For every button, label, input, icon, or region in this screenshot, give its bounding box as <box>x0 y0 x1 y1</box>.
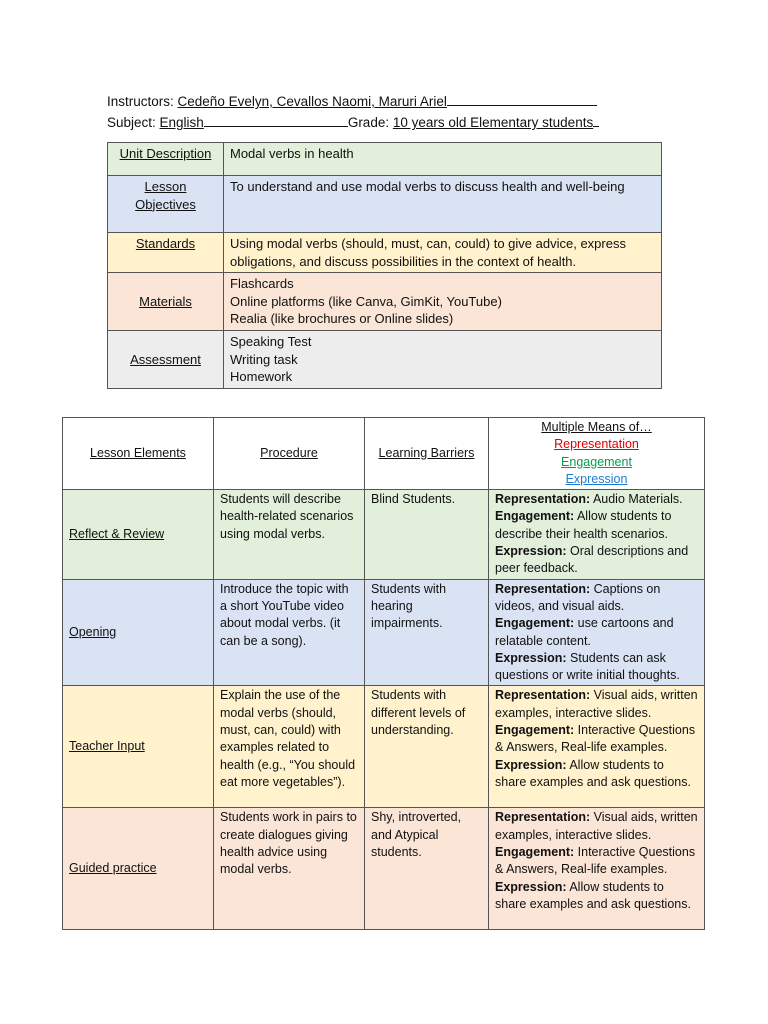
unit-value-description: Modal verbs in health <box>224 143 662 176</box>
subject-label: Subject: <box>107 115 160 130</box>
unit-label-standards: Standards <box>108 233 224 273</box>
subject-grade-line <box>107 113 599 131</box>
lesson-element: Teacher Input <box>63 686 214 808</box>
unit-row-standards <box>108 233 662 273</box>
multiple-means-cell: Representation: Captions on videos, and visual aids. Engagement: use cartoons and relatable content. Expression: Students can ask questions or write initial thoughts. <box>489 579 705 686</box>
unit-row-objectives <box>108 176 662 233</box>
grade-underline-fill <box>593 113 599 127</box>
unit-row-description <box>108 143 662 176</box>
assessment-item: Writing task <box>230 351 298 367</box>
grade-label: Grade: <box>347 115 393 130</box>
barriers-cell: Blind Students. <box>365 490 489 579</box>
unit-row-materials <box>108 273 662 331</box>
header-learning-barriers: Learning Barriers <box>365 418 489 490</box>
procedure-cell: Students work in pairs to create dialogues giving health advice using modal verbs. <box>214 808 365 930</box>
unit-value-standards: Using modal verbs (should, must, can, could) to give advice, express obligations, and discuss possibilities in the context of health. <box>224 233 662 273</box>
subject-underline-fill <box>204 113 348 127</box>
header-multiple-means <box>489 418 705 490</box>
unit-value-assessment <box>224 331 662 389</box>
lesson-element: Guided practice <box>63 808 214 930</box>
instructors-value: Cedeño Evelyn, Cevallos Naomi, Maruri Ariel <box>177 94 447 109</box>
barriers-cell: Students with different levels of understanding. <box>365 686 489 808</box>
unit-label-objectives: Lesson Objectives <box>108 176 224 233</box>
instructors-underline-fill <box>447 92 597 106</box>
multiple-means-title: Multiple Means of… <box>541 420 652 434</box>
material-item: Flashcards <box>230 276 294 291</box>
barriers-cell: Students with hearing impairments. <box>365 579 489 686</box>
plan-row-guided-practice <box>63 808 705 930</box>
expression-heading: Expression <box>565 471 628 486</box>
instructors-label: Instructors: <box>107 94 178 109</box>
barriers-cell: Shy, introverted, and Atypical students. <box>365 808 489 930</box>
lesson-plan-table <box>62 417 705 930</box>
unit-value-materials <box>224 273 662 331</box>
plan-header-row <box>63 418 705 490</box>
unit-value-objectives: To understand and use modal verbs to discuss health and well-being <box>224 176 662 233</box>
instructors-line <box>107 92 597 110</box>
unit-row-assessment <box>108 331 662 389</box>
lesson-element: Opening <box>63 579 214 686</box>
multiple-means-cell: Representation: Visual aids, written examples, interactive slides. Engagement: Interactive Questions & Answers, Real-life examples. Expression: Allow students to share examples and ask questions. <box>489 686 705 808</box>
procedure-cell: Introduce the topic with a short YouTube video about modal verbs. (it can be a song). <box>214 579 365 686</box>
procedure-cell: Explain the use of the modal verbs (should, must, can, could) with examples related to health (e.g., “You should eat more vegetables”). <box>214 686 365 808</box>
grade-value: 10 years old Elementary students <box>392 115 594 130</box>
plan-row-teacher-input <box>63 686 705 808</box>
representation-heading: Representation <box>554 437 639 452</box>
procedure-cell: Students will describe health-related scenarios using modal verbs. <box>214 490 365 579</box>
header-procedure: Procedure <box>214 418 365 490</box>
unit-table <box>107 142 662 389</box>
unit-label-description: Unit Description <box>108 143 224 176</box>
lesson-element: Reflect & Review <box>63 490 214 579</box>
material-item: Online platforms (like Canva, GimKit, YouTube) <box>230 293 502 309</box>
multiple-means-cell: Representation: Audio Materials. Engagement: Allow students to describe their health scenarios. Expression: Oral descriptions and peer feedback. <box>489 490 705 579</box>
assessment-item: Speaking Test <box>230 334 312 349</box>
plan-row-opening <box>63 579 705 686</box>
header-lesson-elements: Lesson Elements <box>63 418 214 490</box>
engagement-heading: Engagement <box>561 454 632 469</box>
assessment-item: Homework <box>230 369 293 384</box>
material-item: Realia (like brochures or Online slides) <box>230 311 454 326</box>
multiple-means-cell: Representation: Visual aids, written examples, interactive slides. Engagement: Interactive Questions & Answers, Real-life examples. Expression: Allow students to share examples and ask questions. <box>489 808 705 930</box>
plan-row-reflect-review <box>63 490 705 579</box>
subject-value: English <box>159 115 204 130</box>
unit-label-assessment: Assessment <box>108 331 224 389</box>
unit-label-materials: Materials <box>108 273 224 331</box>
